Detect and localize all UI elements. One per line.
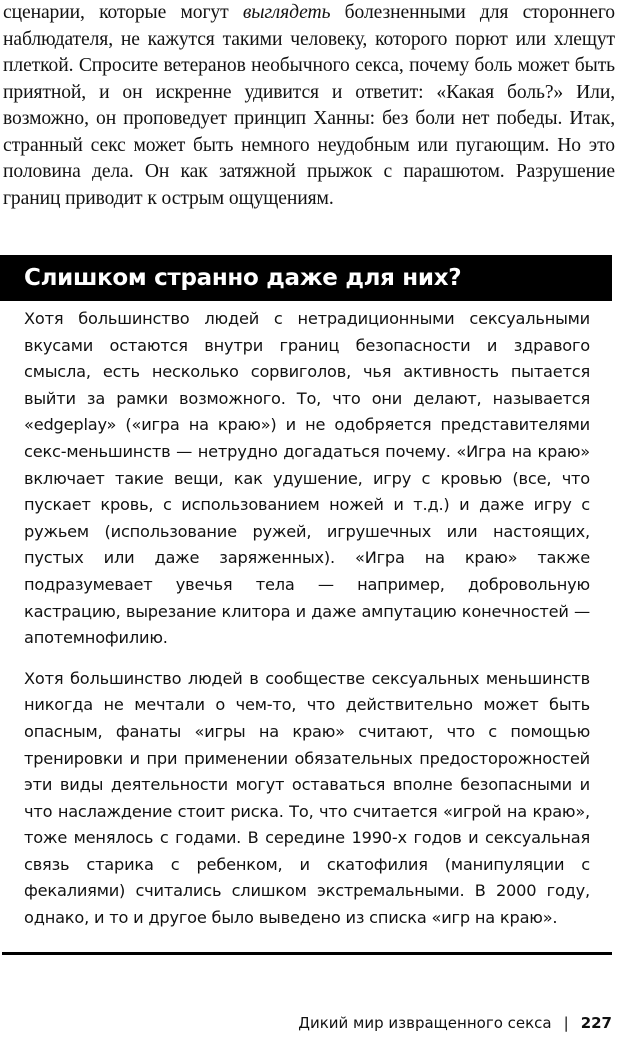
- intro-emphasis: выглядеть: [242, 2, 331, 23]
- page-footer: [298, 1012, 612, 1034]
- sidebar-paragraph-2: Хотя большинство людей в сообществе сексуальных меньшинств никогда не мечтали о чем-то, что действительно может быть опасным, фанаты «игры на краю» считают, что с помощью тренировки и при применении обязательных предосторожностей эти виды деятельности могут оставаться вполне безопасными и что наслаждение стоит риска. То, что считается «игрой на краю», тоже менялось с годами. В середине 1990-х годов и сексуальная связь старика с ребенком, и скатофилия (манипуляции с фекалиями) считались слишком экстремальными. В 2000 году, однако, и то и другое было выведено из списка «игр на краю».: [24, 668, 590, 928]
- sidebar-title: Слишком странно даже для них?: [0, 255, 612, 301]
- page-number: 227: [580, 1014, 612, 1032]
- intro-text-part1: сценарии, которые могут: [3, 2, 243, 23]
- intro-text-part2: болезненными для стороннего наблюдателя, не кажутся такими человеку, которого порют или хлещут плеткой. Спросите ветеранов необычного секса, почему боль может быть приятной, и он искренне удивится и ответит: «Какая боль?» Или, возможно, он проповедует принцип Ханны: без боли нет победы. Итак, странный секс может быть немного неудобным или пугающим. Но это половина дела. Он как затяжной прыжок с парашютом. Разрушение границ приводит к острым ощущениям.: [3, 2, 615, 209]
- sidebar-bottom-rule: [2, 952, 612, 955]
- footer-separator: |: [563, 1014, 569, 1032]
- intro-paragraph: [3, 0, 615, 212]
- sidebar-paragraph-1: Хотя большинство людей с нетрадиционными сексуальными вкусами остаются внутри границ безопасности и здравого смысла, есть несколько сорвиголов, чья активность пытается выйти за рамки возможного. То, что они делают, называется «edgeplay» («игра на краю») и не одобряется представителями секс-меньшинств — нетрудно догадаться почему. «Игра на краю» включает такие вещи, как удушение, игру с кровью (все, что пускает кровь, с использованием ножей и т.д.) и даже игру с ружьем (использование ружей, игрушечных или настоящих, пустых или даже заряженных). «Игра на краю» также подразумевает увечья тела — например, добровольную кастрацию, вырезание клитора и даже ампутацию конечностей — апотемнофилию.: [24, 309, 590, 648]
- running-title: Дикий мир извращенного секса: [298, 1014, 552, 1032]
- sidebar-box: [24, 306, 590, 946]
